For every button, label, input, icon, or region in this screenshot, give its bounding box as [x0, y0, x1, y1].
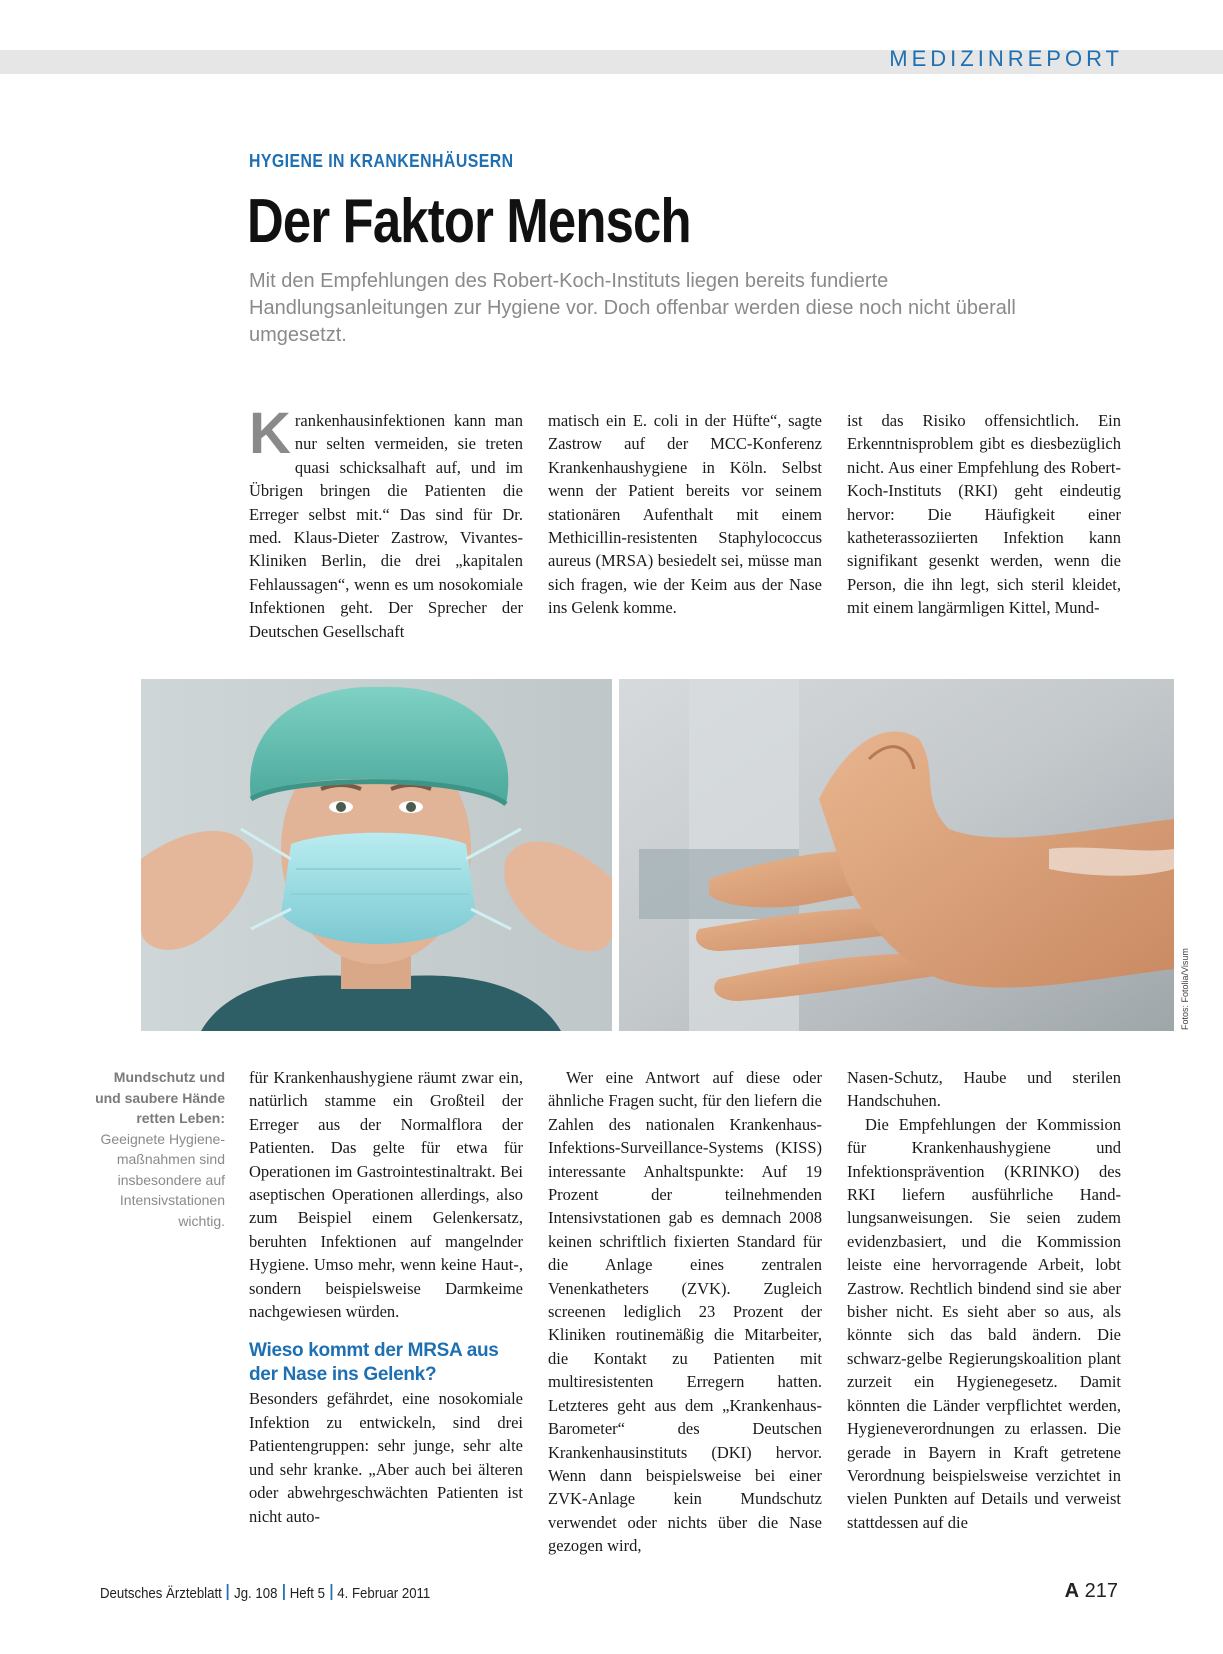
footer-separator — [227, 1584, 229, 1600]
bottom-column-1-paragraph-1: für Krankenhaushygiene räumt zwar ein, natürlich stamme ein Großteil der Erreger aus der Normalflora der Patienten. Das gelte für etwa für Operationen im Gastrointestinaltrakt. Bei aseptischen Operationen allerdings, also zum Beispiel einem Gelenkersatz, beruhten Infektionen auf mangelnder Hygiene. Umso mehr, wenn keine Haut-, sondern beispielsweise Darmkeime nachgewiesen würden. — [249, 1068, 523, 1322]
bottom-column-1 — [249, 1066, 523, 1528]
drop-cap: K — [249, 401, 291, 466]
footer-separator — [330, 1584, 332, 1600]
footer-separator — [283, 1584, 285, 1600]
journal-issue: Heft 5 — [289, 1585, 325, 1602]
issue-date: 4. Februar 2011 — [337, 1585, 431, 1602]
article-lead: Mit den Empfehlungen des Robert-Koch-Instituts liegen bereits fundierte Handlungsanleitungen zur Hygiene vor. Doch offenbar werden diese noch nicht überall umgesetzt. — [249, 270, 1016, 346]
bottom-column-3 — [847, 1066, 1121, 1534]
section-subheading: Wieso kommt der MRSA aus der Nase ins Gelenk? — [249, 1340, 499, 1386]
article-title: Der Faktor Mensch — [247, 187, 691, 256]
top-column-3 — [847, 409, 1121, 620]
journal-name: Deutsches Ärzteblatt — [100, 1585, 222, 1602]
top-column-2-text: matisch ein E. coli in der Hüfte“, sagte Zastrow auf der MCC-Konferenz Krankenhaushygiene in Köln. Selbst wenn der Patient bereits vor seinem stationären Aufenthalt mit einem Methicillin-resistenten Staphylococcus aureus (MRSA) besiedelt sei, müsse man sich fragen, wie der Keim aus der Nase ins Gelenk komme. — [548, 411, 822, 618]
bottom-column-2 — [548, 1066, 822, 1558]
page-number-value: 217 — [1084, 1580, 1118, 1602]
bottom-column-3-paragraph-2: Die Empfehlungen der Kommission für Krankenhaushygiene und Infektionsprävention (KRINKO) des RKI liefern ausführliche Handlungsanweisungen. Sie seien zudem evidenzbasiert, und die Kommission leiste eine hervorragende Arbeit, lobt Zastrow. Rechtlich bindend sind sie aber bisher nicht. Es sieht aber so aus, als könnte sich das bald ändern. Die schwarz-gelbe Regierungskoalition plant zurzeit ein Hygienegesetz. Damit könnten die Länder verpflichtet werden, Hygieneverordnungen zu erlassen. Die gerade in Bayern in Kraft getretene Verordnung beispielsweise verzichtet in vielen Punkten auf Details und verweist stattdessen auf die — [847, 1114, 1121, 1532]
top-column-3-text: ist das Risiko offensichtlich. Ein Erkenntnisproblem gibt es diesbezüglich nicht. Aus einer Empfehlung des Robert-Koch-Instituts (RKI) geht eindeutig hervor: Die Häufigkeit einer katheterassoziierten Infektion kann signifikant gesenkt werden, wenn die Person, die ihn legt, sich steril kleidet, mit einem langärmligen Kittel, Mund- — [847, 411, 1121, 618]
bottom-column-2-text: Wer eine Antwort auf diese oder ähnliche Fragen sucht, für den liefern die Zahlen des nationalen Krankenhaus-Infektions-Surveillance-Systems (KISS) interessante Anhaltspunkte: Auf 19 Prozent der teilnehmenden Intensivstationen gab es demnach 2008 keinen schriftlich fixierten Standard für die Anlage eines zentralen Venenkatheters (ZVK). Zugleich screenen lediglich 23 Prozent der Kliniken routinemäßig die Mitarbeiter, die Kontakt zu Patienten mit multiresistenten Erregern hatten. Letzteres geht aus dem „Krankenhaus-Barometer“ des Deutschen Krankenhausinstituts (DKI) hervor. Wenn dann beispielsweise bei einer ZVK-Anlage kein Mundschutz verwendet oder nichts über die Nase gezogen wird, — [548, 1068, 822, 1556]
caption-text: Geeignete Hygienemaßnahmen sind insbesondere auf Intensivstationen wichtig. — [100, 1130, 225, 1229]
article-kicker: HYGIENE IN KRANKENHÄUSERN — [249, 151, 514, 171]
section-label: MEDIZINREPORT — [889, 46, 1123, 71]
photo-caption — [90, 1067, 225, 1231]
surgeon-mask-illustration — [141, 679, 612, 1031]
photo-surgeon-mask — [141, 679, 612, 1031]
caption-title: Mundschutz und und saubere Hände retten Leben: — [95, 1069, 225, 1126]
top-column-1 — [249, 401, 523, 643]
page-prefix: A — [1064, 1580, 1080, 1602]
top-column-2 — [548, 409, 822, 620]
photo-hand-washing — [619, 679, 1174, 1031]
photo-credit: Fotos: Fotolia/Visum — [1180, 948, 1190, 1030]
bottom-column-1-paragraph-2: Besonders gefährdet, eine nosokomiale Infektion zu entwickeln, sind drei Patientengruppen: sehr junge, sehr alte und sehr kranke. „Aber auch bei älteren oder abwehrgeschwächten Patienten ist nicht auto- — [249, 1389, 523, 1526]
top-column-1-text: rankenhausinfektionen kann man nur selten vermeiden, sie treten quasi schicksalhaft auf, und im Übrigen bringen die Patienten die Erreger selbst mit.“ Das sind für Dr. med. Klaus-Dieter Zastrow, Vivantes-Kliniken Berlin, die drei „kapitalen Fehlaussagen“, wenn es um nosokomiale Infektionen geht. Der Sprecher der Deutschen Gesellschaft — [249, 411, 523, 641]
bottom-column-3-paragraph-1: Nasen-Schutz, Haube und sterilen Handschuhen. — [847, 1068, 1121, 1111]
hand-washing-illustration — [619, 679, 1174, 1031]
page-footer — [100, 1584, 430, 1602]
journal-volume: Jg. 108 — [234, 1585, 278, 1602]
page-number — [1065, 1580, 1118, 1603]
